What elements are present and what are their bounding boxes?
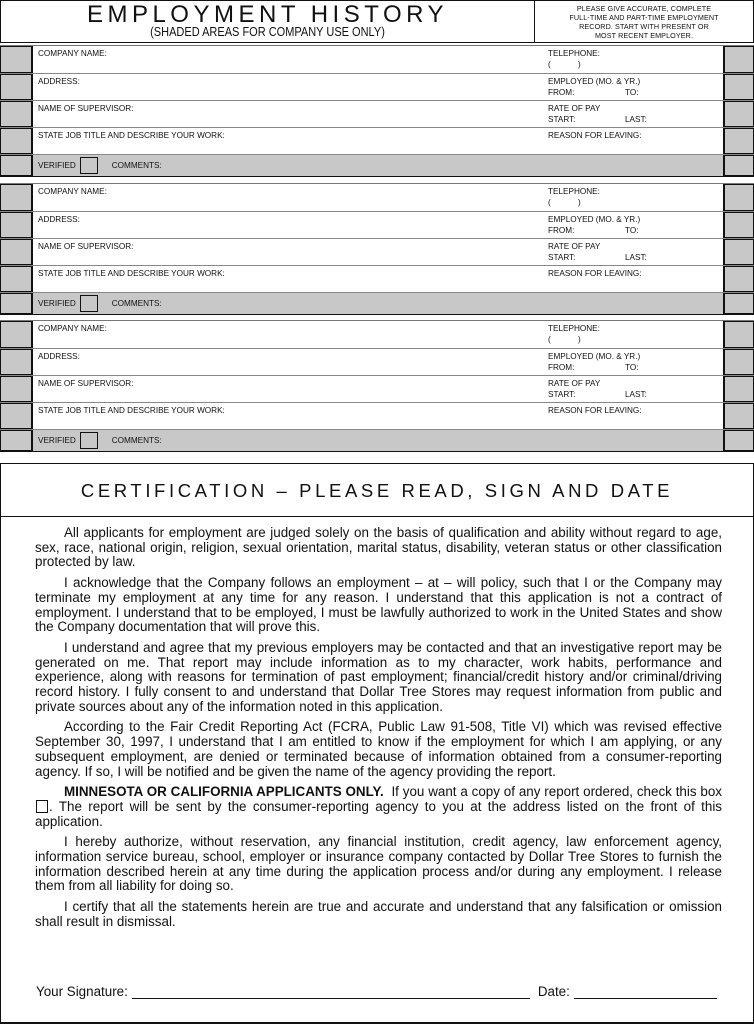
rate-of-pay-label: RATE OF PAY <box>548 379 601 388</box>
last-label: LAST: <box>625 114 647 124</box>
row-address <box>0 73 754 100</box>
company-use-cell <box>0 74 33 100</box>
employment-record-block <box>0 45 754 177</box>
rate-of-pay-field[interactable] <box>544 101 723 127</box>
address-label: ADDRESS: <box>38 77 80 86</box>
note-line: PLEASE GIVE ACCURATE, COMPLETE <box>576 4 712 13</box>
comments-field <box>544 430 723 451</box>
company-use-cell <box>723 239 754 265</box>
company-use-cell <box>723 376 754 402</box>
note-line: FULL-TIME AND PART-TIME EMPLOYMENT <box>569 13 719 22</box>
mn-ca-paragraph <box>35 784 726 829</box>
row-verified <box>0 429 754 451</box>
job-title-label: STATE JOB TITLE AND DESCRIBE YOUR WORK: <box>38 406 225 415</box>
row-company <box>0 184 754 211</box>
to-label: TO: <box>625 87 639 97</box>
header-title-box <box>1 1 535 42</box>
verified-checkbox[interactable] <box>80 157 98 174</box>
company-use-cell <box>723 184 754 211</box>
start-label: START: <box>548 252 576 262</box>
row-company <box>0 321 754 348</box>
date-field[interactable] <box>574 986 717 999</box>
supervisor-field[interactable] <box>33 376 544 402</box>
company-use-cell <box>0 184 33 211</box>
from-label: FROM: <box>548 362 575 372</box>
supervisor-label: NAME OF SUPERVISOR: <box>38 379 134 388</box>
date-label: Date: <box>537 984 570 999</box>
telephone-field[interactable] <box>544 46 723 73</box>
address-field[interactable] <box>33 74 544 100</box>
reason-leaving-field[interactable] <box>544 403 723 429</box>
supervisor-label: NAME OF SUPERVISOR: <box>38 104 134 113</box>
reason-leaving-field[interactable] <box>544 128 723 154</box>
row-verified <box>0 154 754 176</box>
address-label: ADDRESS: <box>38 215 80 224</box>
area-code-parens: ( ) <box>548 197 581 207</box>
employment-record-block <box>0 183 754 315</box>
page-subtitle: (SHADED AREAS FOR COMPANY USE ONLY) <box>150 25 385 39</box>
row-supervisor <box>0 238 754 265</box>
comments-label: COMMENTS: <box>111 161 162 170</box>
company-use-cell <box>0 403 33 429</box>
certification-body <box>1 517 753 930</box>
company-use-cell <box>723 101 754 127</box>
company-use-cell <box>0 212 33 238</box>
company-use-cell <box>723 293 754 314</box>
telephone-field[interactable] <box>544 184 723 211</box>
company-use-cell <box>0 349 33 375</box>
employment-history-header <box>0 0 754 43</box>
comments-field <box>544 293 723 314</box>
telephone-label: TELEPHONE: <box>548 187 600 196</box>
address-field[interactable] <box>33 349 544 375</box>
signature-label: Your Signature: <box>36 984 128 999</box>
company-use-cell <box>723 128 754 154</box>
to-label: TO: <box>625 362 639 372</box>
verified-label: VERIFIED <box>38 436 76 445</box>
page-title: EMPLOYMENT HISTORY <box>86 1 449 28</box>
note-line: MOST RECENT EMPLOYER. <box>594 31 694 40</box>
address-field[interactable] <box>33 212 544 238</box>
company-use-cell <box>0 293 33 314</box>
employed-dates-field[interactable] <box>544 212 723 238</box>
verified-checkbox[interactable] <box>80 432 98 449</box>
row-job-title <box>0 402 754 429</box>
company-name-field[interactable] <box>33 184 544 211</box>
rate-of-pay-label: RATE OF PAY <box>548 242 601 251</box>
telephone-label: TELEPHONE: <box>548 324 600 333</box>
employed-label: EMPLOYED (MO. & YR.) <box>548 215 641 224</box>
company-use-cell <box>0 128 33 154</box>
verified-label: VERIFIED <box>38 299 76 308</box>
cert-paragraph: I acknowledge that the Company follows an employment – at – will policy, such that I or the Company may terminate my employment at any time for any reason. I understand that this application is not a contract of employment. I understand that to be employed, I must be lawfully authorized to work in the United States and show the Company documentation that will prove this. <box>35 575 722 635</box>
signature-row <box>36 984 717 999</box>
employed-dates-field[interactable] <box>544 349 723 375</box>
last-label: LAST: <box>625 389 647 399</box>
verification-area <box>33 293 544 314</box>
company-use-cell <box>723 46 754 73</box>
rate-of-pay-label: RATE OF PAY <box>548 104 601 113</box>
last-label: LAST: <box>625 252 647 262</box>
reason-leaving-field[interactable] <box>544 266 723 292</box>
company-use-cell <box>0 46 33 73</box>
job-title-field[interactable] <box>33 403 544 429</box>
supervisor-field[interactable] <box>33 101 544 127</box>
row-job-title <box>0 127 754 154</box>
telephone-label: TELEPHONE: <box>548 49 600 58</box>
comments-field <box>544 155 723 176</box>
row-verified <box>0 292 754 314</box>
company-use-cell <box>0 430 33 451</box>
supervisor-field[interactable] <box>33 239 544 265</box>
job-title-field[interactable] <box>33 128 544 154</box>
employed-label: EMPLOYED (MO. & YR.) <box>548 77 641 86</box>
company-name-label: COMPANY NAME: <box>38 49 107 58</box>
instructions-note <box>535 1 753 42</box>
job-title-label: STATE JOB TITLE AND DESCRIBE YOUR WORK: <box>38 269 225 278</box>
employed-label: EMPLOYED (MO. & YR.) <box>548 352 641 361</box>
note-line: RECORD. START WITH PRESENT OR <box>579 22 709 31</box>
row-supervisor <box>0 100 754 127</box>
company-name-label: COMPANY NAME: <box>38 324 107 333</box>
row-company <box>0 46 754 73</box>
company-use-cell <box>723 349 754 375</box>
company-name-label: COMPANY NAME: <box>38 187 107 196</box>
row-supervisor <box>0 375 754 402</box>
start-label: START: <box>548 114 576 124</box>
certification-section <box>0 463 754 1024</box>
mn-ca-text: If you want a copy of any report ordered, check this box <box>383 784 726 800</box>
company-use-cell <box>723 321 754 348</box>
rate-of-pay-field[interactable] <box>544 239 723 265</box>
company-use-cell <box>0 376 33 402</box>
cert-paragraph: I understand and agree that my previous employers may be contacted and that an investigative report may be generated on me. That report may include information as to my character, work habits, performance and experience, along with reasons for termination of past employment; financial/credit history and/or criminal/driving record history. I fully consent to and understand that Dollar Tree Stores may request information from public and private sources about any of the information noted in this application. <box>35 639 722 714</box>
verification-area <box>33 430 544 451</box>
from-label: FROM: <box>548 87 575 97</box>
to-label: TO: <box>625 225 639 235</box>
start-label: START: <box>548 389 576 399</box>
certification-title: CERTIFICATION – PLEASE READ, SIGN AND DATE <box>1 464 753 517</box>
address-label: ADDRESS: <box>38 352 80 361</box>
telephone-field[interactable] <box>544 321 723 348</box>
cert-paragraph: I hereby authorize, without reservation, any financial institution, credit agency, law enforcement agency, information service bureau, school, employer or insurance company contacted by Dollar Tree Stores to furnish the information described herein at any time during the application process and/or during any employment. I release them from all liability for doing so. <box>35 834 722 894</box>
reason-leaving-label: REASON FOR LEAVING: <box>548 406 642 415</box>
comments-label: COMMENTS: <box>111 436 162 445</box>
reason-leaving-label: REASON FOR LEAVING: <box>548 131 642 140</box>
company-use-cell <box>723 430 754 451</box>
report-copy-checkbox[interactable] <box>36 800 48 813</box>
mn-ca-text: . The report will be sent by the consumer-reporting agency to you at the address listed on the front of this application. <box>35 798 722 829</box>
company-name-field[interactable] <box>33 46 544 73</box>
company-use-cell <box>0 101 33 127</box>
supervisor-label: NAME OF SUPERVISOR: <box>38 242 134 251</box>
company-use-cell <box>0 321 33 348</box>
verified-checkbox[interactable] <box>80 295 98 312</box>
row-job-title <box>0 265 754 292</box>
row-address <box>0 348 754 375</box>
company-use-cell <box>0 239 33 265</box>
verified-label: VERIFIED <box>38 161 76 170</box>
company-use-cell <box>723 212 754 238</box>
company-use-cell <box>723 266 754 292</box>
mn-ca-heading: MINNESOTA OR CALIFORNIA APPLICANTS ONLY. <box>64 784 384 800</box>
job-title-label: STATE JOB TITLE AND DESCRIBE YOUR WORK: <box>38 131 225 140</box>
employed-dates-field[interactable] <box>544 74 723 100</box>
cert-paragraph: I certify that all the statements herein are true and accurate and understand that any falsification or omission shall result in dismissal. <box>35 899 722 929</box>
cert-paragraph: According to the Fair Credit Reporting Act (FCRA, Public Law 91-508, Title VI) which was revised effective September 30, 1997, I understand that I am entitled to know if the employment for which I am applying, or any subsequent employment, are denied or terminated because of information obtained from a consumer-reporting agency. If so, I will be notified and be given the name of the agency providing the report. <box>35 719 722 779</box>
from-label: FROM: <box>548 225 575 235</box>
company-use-cell <box>723 155 754 176</box>
comments-label: COMMENTS: <box>111 299 162 308</box>
company-name-field[interactable] <box>33 321 544 348</box>
job-title-field[interactable] <box>33 266 544 292</box>
company-use-cell <box>723 403 754 429</box>
area-code-parens: ( ) <box>548 334 581 344</box>
verification-area <box>33 155 544 176</box>
company-use-cell <box>0 266 33 292</box>
cert-paragraph: All applicants for employment are judged solely on the basis of qualification and ability without regard to age, sex, race, national origin, religion, sexual orientation, marital status, disability, veteran status or other classification protected by law. <box>35 525 722 570</box>
area-code-parens: ( ) <box>548 59 581 69</box>
row-address <box>0 211 754 238</box>
company-use-cell <box>723 74 754 100</box>
signature-field[interactable] <box>132 986 530 999</box>
reason-leaving-label: REASON FOR LEAVING: <box>548 269 642 278</box>
employment-record-block <box>0 320 754 452</box>
rate-of-pay-field[interactable] <box>544 376 723 402</box>
company-use-cell <box>0 155 33 176</box>
